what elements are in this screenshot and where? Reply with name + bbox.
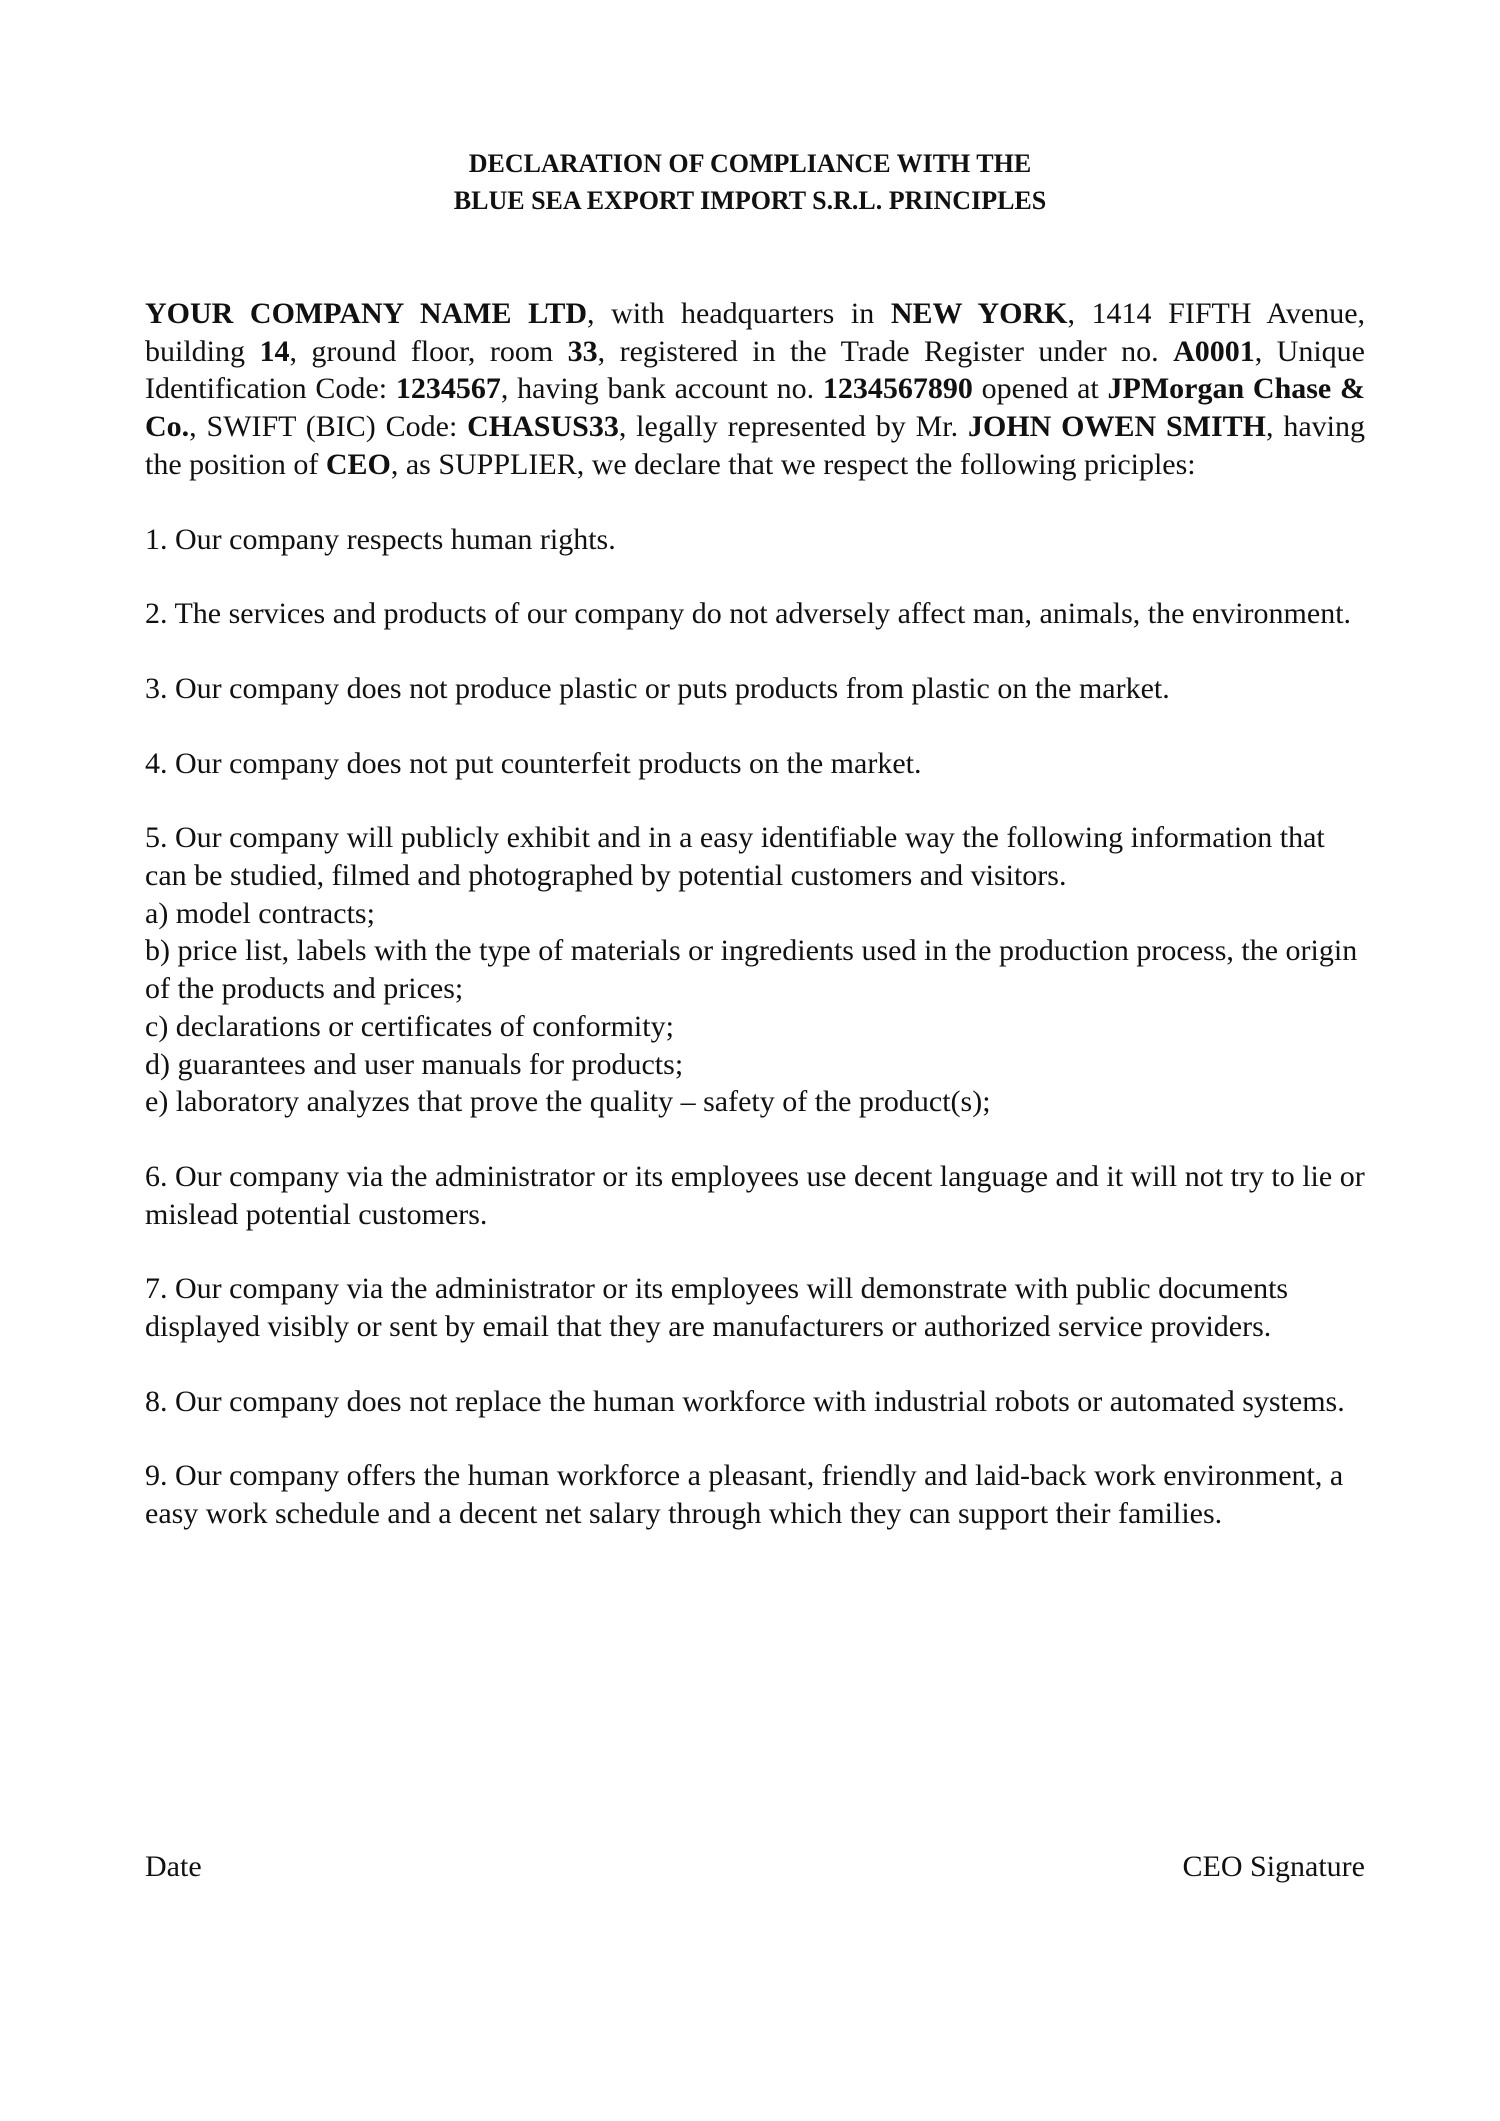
text-run: , 1414 FIFTH Avenue, building bbox=[145, 297, 1366, 368]
text-run: , Unique Identification Code: bbox=[145, 334, 1365, 406]
document-body bbox=[145, 295, 1365, 1570]
text-run: opened at bbox=[972, 372, 1108, 406]
intro-paragraph bbox=[145, 295, 1365, 484]
principle-text: 4. Our company does not put counterfeit products on the market. bbox=[145, 746, 922, 780]
bold-field: 1234567890 bbox=[822, 372, 973, 406]
principle-item bbox=[145, 1270, 1365, 1345]
principle-subitem: d) guarantees and user manuals for products; bbox=[145, 1047, 684, 1081]
principle-item bbox=[145, 1383, 1365, 1421]
principle-text: 7. Our company via the administrator or its employees will demonstrate with public documents displayed visibly or sent by email that they are manufacturers or authorized service providers. bbox=[145, 1272, 1289, 1344]
principles-list bbox=[145, 521, 1365, 1533]
bold-field: 33 bbox=[567, 334, 598, 368]
signature-row bbox=[145, 1848, 1365, 1886]
bold-field: YOUR COMPANY NAME LTD bbox=[145, 297, 588, 330]
principle-item bbox=[145, 521, 1365, 559]
principle-text: 2. The services and products of our company do not adversely affect man, animals, the environment. bbox=[145, 597, 1352, 631]
text-run: , as SUPPLIER, we declare that we respect the following priciples: bbox=[390, 447, 1196, 481]
principle-item bbox=[145, 1457, 1365, 1532]
principle-subitem: a) model contracts; bbox=[145, 896, 375, 930]
bold-field: 14 bbox=[259, 334, 290, 368]
document-title bbox=[0, 145, 1500, 219]
principle-item bbox=[145, 1158, 1365, 1233]
bold-field: JOHN OWEN SMITH bbox=[967, 410, 1266, 444]
title-line-1: DECLARATION OF COMPLIANCE WITH THE bbox=[468, 149, 1032, 178]
text-run: , legally represented by Mr. bbox=[618, 410, 968, 444]
ceo-signature-label: CEO Signature bbox=[1182, 1850, 1365, 1883]
principle-item bbox=[145, 670, 1365, 708]
title-line-2: BLUE SEA EXPORT IMPORT S.R.L. PRINCIPLES bbox=[453, 186, 1047, 215]
principle-text: 9. Our company offers the human workforce a pleasant, friendly and laid-back work environment, a easy work schedule and a decent net salary through which they can support their families. bbox=[145, 1459, 1344, 1531]
principle-text: 6. Our company via the administrator or its employees use decent language and it will not try to lie or mislead potential customers. bbox=[145, 1159, 1365, 1231]
text-run: , SWIFT (BIC) Code: bbox=[189, 410, 468, 444]
bold-field: JPMorgan Chase & Co. bbox=[145, 372, 1366, 444]
text-run: , with headquarters in bbox=[587, 297, 891, 330]
bold-field: CHASUS33 bbox=[467, 410, 619, 444]
principle-text: 8. Our company does not replace the human workforce with industrial robots or automated systems. bbox=[145, 1384, 1345, 1418]
principle-subitem: e) laboratory analyzes that prove the quality – safety of the product(s); bbox=[145, 1085, 991, 1119]
date-label: Date bbox=[145, 1850, 202, 1883]
text-run: , having the position of bbox=[145, 410, 1365, 481]
text-run: , ground floor, room bbox=[289, 334, 568, 368]
principle-item bbox=[145, 745, 1365, 783]
principle-text: 5. Our company will publicly exhibit and in a easy identifiable way the following information that can be studied, filmed and photographed by potential customers and visitors. bbox=[145, 821, 1325, 893]
principle-text: 1. Our company respects human rights. bbox=[145, 522, 616, 556]
principle-subitem: b) price list, labels with the type of materials or ingredients used in the production process, the origin of the products and prices; bbox=[145, 934, 1358, 1006]
bold-field: CEO bbox=[325, 447, 391, 481]
principle-subitem: c) declarations or certificates of conformity; bbox=[145, 1009, 674, 1043]
text-run: , registered in the Trade Register under no. bbox=[597, 334, 1174, 368]
text-run: , having bank account no. bbox=[500, 372, 823, 406]
bold-field: A0001 bbox=[1173, 334, 1255, 368]
principle-item bbox=[145, 595, 1365, 633]
principle-text: 3. Our company does not produce plastic or puts products from plastic on the market. bbox=[145, 671, 1170, 705]
bold-field: 1234567 bbox=[395, 372, 501, 406]
principle-item bbox=[145, 819, 1365, 1121]
bold-field: NEW YORK bbox=[890, 297, 1068, 330]
